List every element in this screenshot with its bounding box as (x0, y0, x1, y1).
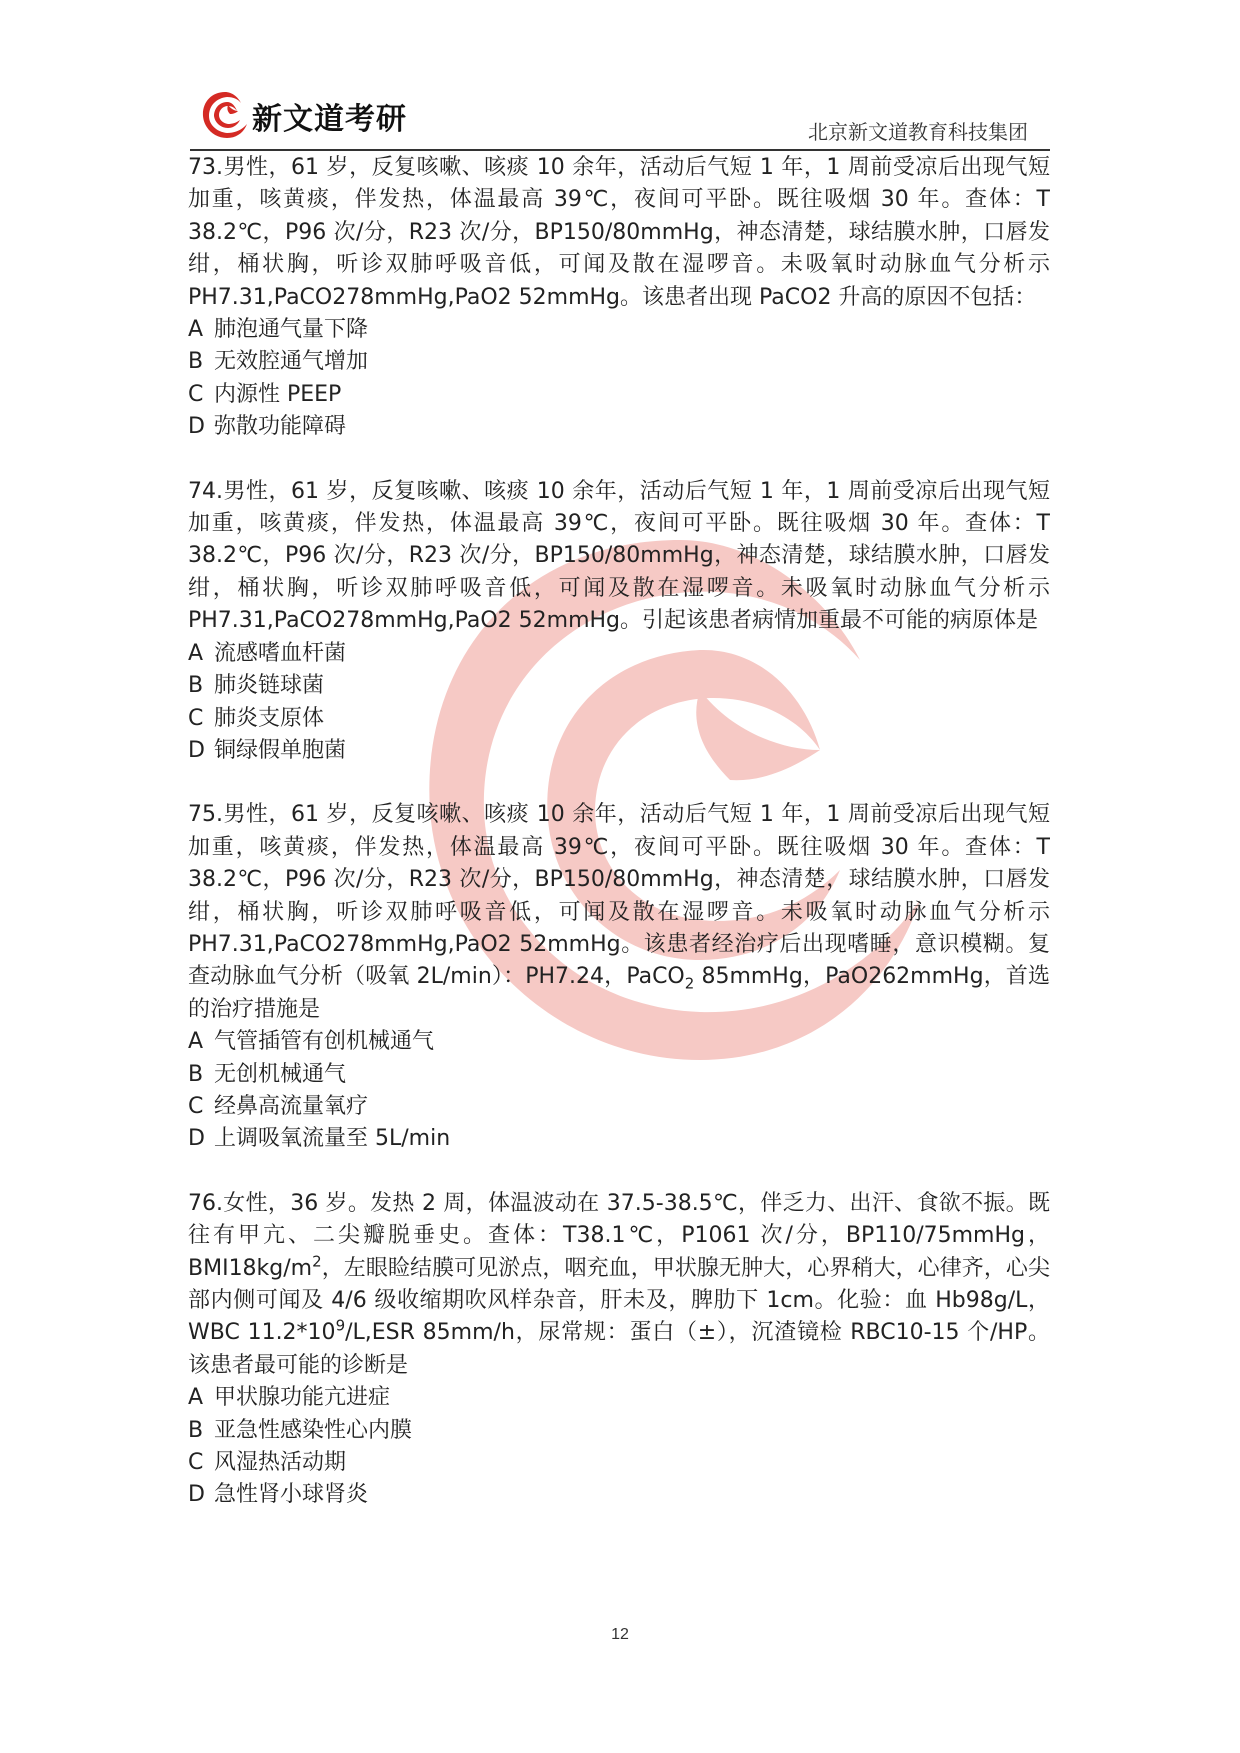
question-75 (188, 799, 1050, 1155)
question-stem: 76.女性，36 岁。发热 2 周，体温波动在 37.5-38.5℃，伴乏力、出汗、食欲不振。既往有甲亢、二尖瓣脱垂史。查体：T38.1℃，P1061 次/分，BP110/75mmHg，$BMI18kg/m^2$，左眼睑结膜可见淤点，咽充血，甲状腺无肿大，心界稍大，心律齐，心尖部内侧可闻及 4/6 级收缩期吹风样杂音，肝未及，脾肋下 1cm。化验：血 Hb98g/L，WBC $11.2*10^9/L,ESR$ 85mm/h，尿常规：蛋白（±），沉渣镜检 RBC10-15 个/HP。该患者最可能的诊断是 (188, 1190, 1050, 1378)
option-a: A 流感嗜血杆菌 (188, 640, 347, 666)
page-number: 12 (611, 1626, 629, 1643)
question-stem: 75.男性，61 岁，反复咳嗽、咳痰 10 余年，活动后气短 1 年，1 周前受凉后出现气短加重，咳黄痰，伴发热，体温最高 39℃，夜间可平卧。既往吸烟 30 年。查体：T 38.2℃，P96 次/分，R23 次/分，BP150/80mmHg，神态清楚，球结膜水肿，口唇发绀，桶状胸，听诊双肺呼吸音低，可闻及散在湿啰音。未吸氧时动脉血气分析示 PH7.31,PaCO278mmHg,PaO2 52mmHg。该患者经治疗后出现嗜睡，意识模糊。复查动脉血气分析（吸氧 2L/min）：PH7.24，PaCO$_2$ 85mmHg，PaO262mmHg，首选的治疗措施是 (188, 802, 1050, 1022)
question-76 (188, 1188, 1050, 1512)
header-divider (190, 149, 1050, 151)
page-header (190, 86, 1050, 148)
question-stem: 73.男性，61 岁，反复咳嗽、咳痰 10 余年，活动后气短 1 年，1 周前受凉后出现气短加重，咳黄痰，伴发热，体温最高 39℃，夜间可平卧。既往吸烟 30 年。查体：T 38.2℃，P96 次/分，R23 次/分，BP150/80mmHg，神态清楚，球结膜水肿，口唇发绀，桶状胸，听诊双肺呼吸音低，可闻及散在湿啰音。未吸氧时动脉血气分析示 PH7.31,PaCO278mmHg,PaO2 52mmHg。该患者出现 PaCO2 升高的原因不包括： (188, 155, 1050, 310)
option-b: B 肺炎链球菌 (188, 673, 325, 699)
option-c: C 内源性 PEEP (188, 381, 342, 407)
option-b: B 无效腔通气增加 (188, 349, 369, 375)
option-b: B 无创机械通气 (188, 1061, 347, 1087)
option-d: D 急性肾小球肾炎 (188, 1482, 369, 1508)
question-stem: 74.男性，61 岁，反复咳嗽、咳痰 10 余年，活动后气短 1 年，1 周前受凉后出现气短加重，咳黄痰，伴发热，体温最高 39℃，夜间可平卧。既往吸烟 30 年。查体：T 38.2℃，P96 次/分，R23 次/分，BP150/80mmHg，神态清楚，球结膜水肿，口唇发绀，桶状胸，听诊双肺呼吸音低，可闻及散在湿啰音。未吸氧时动脉血气分析示 PH7.31,PaCO278mmHg,PaO2 52mmHg。引起该患者病情加重最不可能的病原体是 (188, 478, 1050, 634)
phoenix-logo-icon (200, 90, 250, 140)
option-c: C 经鼻高流量氧疗 (188, 1093, 369, 1119)
option-c: C 肺炎支原体 (188, 705, 325, 731)
question-73 (188, 152, 1050, 444)
option-a: A 甲状腺功能亢进症 (188, 1385, 391, 1411)
option-c: C 风湿热活动期 (188, 1450, 347, 1476)
option-d: D 铜绿假单胞菌 (188, 737, 347, 763)
option-d: D 上调吸氧流量至 5L/min (188, 1126, 451, 1152)
option-d: D 弥散功能障碍 (188, 414, 347, 440)
option-a: A 气管插管有创机械通气 (188, 1029, 435, 1055)
company-name: 北京新文道教育科技集团 (808, 120, 1028, 144)
option-a: A 肺泡通气量下降 (188, 317, 369, 343)
logo-text: 新文道考研 (252, 102, 407, 137)
option-b: B 亚急性感染性心内膜 (188, 1417, 413, 1443)
question-74 (188, 476, 1050, 768)
question-list (188, 152, 1050, 1512)
